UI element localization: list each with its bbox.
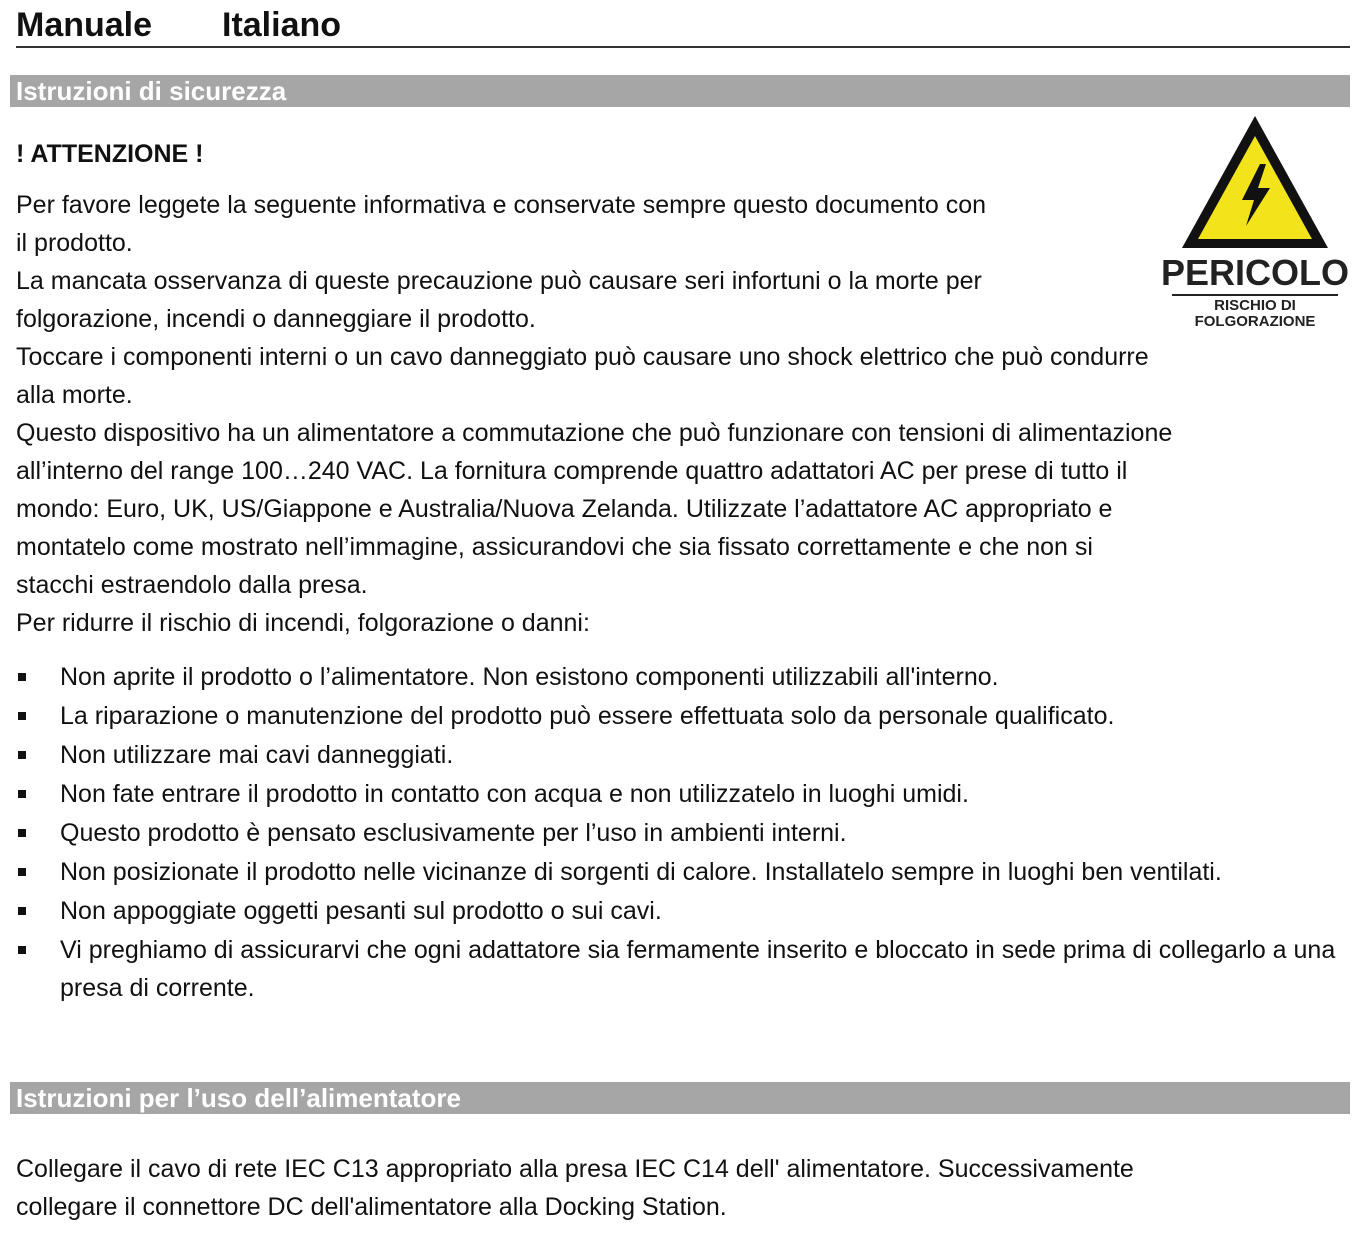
power-supply-paragraph bbox=[16, 1150, 1352, 1226]
bullet-square-icon bbox=[18, 751, 26, 759]
body-line: montatelo come mostrato nell’immagine, assicurandovi che sia fissato correttamente e che non si bbox=[16, 533, 1093, 561]
list-item-text: Non aprite il prodotto o l’alimentatore. Non esistono componenti utilizzabili all'interno. bbox=[60, 663, 999, 691]
page-header bbox=[16, 4, 1350, 48]
list-item bbox=[16, 697, 1336, 735]
list-item bbox=[16, 892, 1336, 930]
list-item-text: La riparazione o manutenzione del prodotto può essere effettuata solo da personale qualificato. bbox=[60, 702, 1115, 730]
safety-bullet-list bbox=[16, 658, 1336, 1008]
bullet-square-icon bbox=[18, 712, 26, 720]
body-line: Toccare i componenti interni o un cavo danneggiato può causare uno shock elettrico che può condurre bbox=[16, 343, 1149, 371]
danger-divider bbox=[1172, 294, 1338, 296]
language-label: Italiano bbox=[222, 6, 342, 44]
list-item-text: Non utilizzare mai cavi danneggiati. bbox=[60, 741, 454, 769]
bullet-square-icon bbox=[18, 907, 26, 915]
section-heading-power-supply: Istruzioni per l’uso dell’alimentatore bbox=[10, 1082, 1350, 1114]
body-line: stacchi estraendolo dalla presa. bbox=[16, 571, 368, 599]
body-line: mondo: Euro, UK, US/Giappone e Australia/Nuova Zelanda. Utilizzate l’adattatore AC appropriato e bbox=[16, 495, 1113, 523]
high-voltage-warning-icon bbox=[1178, 112, 1332, 252]
intro-line: il prodotto. bbox=[16, 229, 133, 257]
list-item-text: Questo prodotto è pensato esclusivamente per l’uso in ambienti interni. bbox=[60, 819, 847, 847]
intro-paragraph bbox=[16, 186, 1146, 338]
body-line: Per ridurre il rischio di incendi, folgorazione o danni: bbox=[16, 609, 590, 637]
list-item-text: Non fate entrare il prodotto in contatto con acqua e non utilizzatelo in luoghi umidi. bbox=[60, 780, 969, 808]
list-item bbox=[16, 658, 1336, 696]
list-item bbox=[16, 853, 1336, 891]
list-item bbox=[16, 814, 1336, 852]
list-item bbox=[16, 931, 1336, 1007]
list-item bbox=[16, 736, 1336, 774]
list-item bbox=[16, 775, 1336, 813]
bullet-square-icon bbox=[18, 673, 26, 681]
body-line: all’interno del range 100…240 VAC. La fornitura comprende quattro adattatori AC per prese di tutto il bbox=[16, 457, 1128, 485]
body-line: collegare il connettore DC dell'alimentatore alla Docking Station. bbox=[16, 1193, 727, 1221]
list-item-text: Non posizionate il prodotto nelle vicinanze di sorgenti di calore. Installatelo sempre in luoghi ben ventilati. bbox=[60, 858, 1222, 886]
body-paragraph bbox=[16, 338, 1352, 642]
list-item-text: Non appoggiate oggetti pesanti sul prodotto o sui cavi. bbox=[60, 897, 662, 925]
danger-subtitle-line: RISCHIO DI bbox=[1214, 297, 1296, 314]
body-line: Questo dispositivo ha un alimentatore a commutazione che può funzionare con tensioni di alimentazione bbox=[16, 419, 1173, 447]
danger-sign bbox=[1160, 112, 1350, 340]
body-line: alla morte. bbox=[16, 381, 133, 409]
manual-title: Manuale bbox=[16, 6, 153, 44]
bullet-square-icon bbox=[18, 790, 26, 798]
danger-word: PERICOLO bbox=[1160, 252, 1349, 293]
list-item-text: Vi preghiamo di assicurarvi che ogni adattatore sia fermamente inserito e bloccato in sede prima di collegarlo a una presa di corrente. bbox=[60, 936, 1336, 1002]
danger-subtitle bbox=[1160, 298, 1350, 330]
bullet-square-icon bbox=[18, 868, 26, 876]
bullet-square-icon bbox=[18, 946, 26, 954]
body-line: Collegare il cavo di rete IEC C13 appropriato alla presa IEC C14 dell' alimentatore. Successivamente bbox=[16, 1155, 1134, 1183]
intro-line: La mancata osservanza di queste precauzione può causare seri infortuni o la morte per bbox=[16, 267, 982, 295]
intro-line: Per favore leggete la seguente informativa e conservate sempre questo documento con bbox=[16, 191, 987, 219]
warning-title: ! ATTENZIONE ! bbox=[16, 140, 204, 168]
bullet-square-icon bbox=[18, 829, 26, 837]
section-heading-safety: Istruzioni di sicurezza bbox=[10, 75, 1350, 107]
danger-subtitle-line: FOLGORAZIONE bbox=[1194, 313, 1316, 330]
intro-line: folgorazione, incendi o danneggiare il prodotto. bbox=[16, 305, 536, 333]
